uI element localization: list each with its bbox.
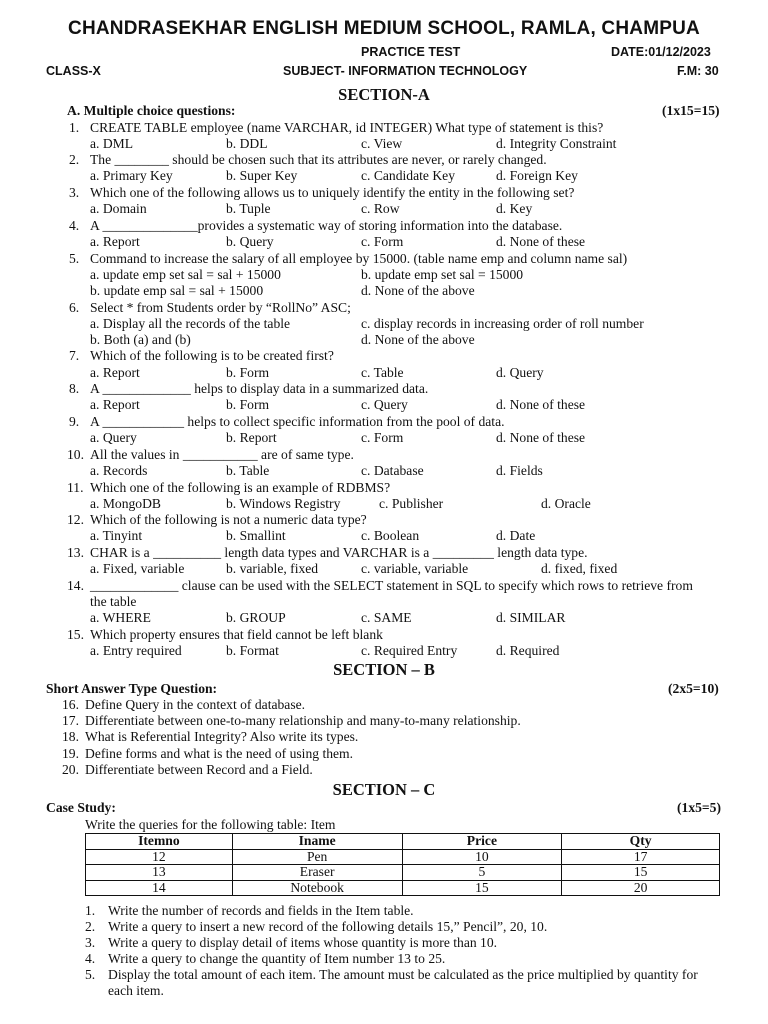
- question-number: 9.: [69, 414, 80, 429]
- question-number: 14.: [67, 578, 84, 593]
- question-number: 17.: [62, 713, 79, 728]
- question-number: 12.: [67, 512, 84, 527]
- table-row: [86, 880, 720, 896]
- option-c: c. Query: [361, 397, 408, 412]
- option-d: d. fixed, fixed: [541, 561, 618, 576]
- option-a: a. Tinyint: [90, 528, 143, 543]
- option-c: c. variable, variable: [361, 561, 469, 576]
- option-b: b. Smallint: [226, 528, 286, 543]
- option-d: d. Required: [496, 643, 560, 658]
- question-number: 1.: [85, 903, 96, 918]
- question-number: 3.: [85, 935, 96, 950]
- question-text: Which one of the following allows us to uniquely identify the entity in the following set?: [90, 185, 575, 200]
- option-d: d. None of these: [496, 430, 586, 445]
- option-b: b. Tuple: [226, 201, 271, 216]
- option-d: d. None of the above: [361, 283, 475, 298]
- question-text-continued: the table: [90, 594, 137, 609]
- option-c: b. Both (a) and (b): [90, 332, 191, 347]
- question-text: Which of the following is not a numeric data type?: [90, 512, 367, 527]
- option-b: b. Form: [226, 365, 270, 380]
- option-c: c. Candidate Key: [361, 168, 455, 183]
- question-number: 15.: [67, 627, 84, 642]
- case-study-intro: Write the queries for the following table: Item: [85, 817, 336, 832]
- question-text: A _____________ helps to display data in a summarized data.: [90, 381, 429, 396]
- exam-date: DATE:01/12/2023: [611, 45, 711, 59]
- section-b-heading: Short Answer Type Question:: [46, 681, 218, 696]
- table-header-itemno: Itemno: [86, 834, 233, 850]
- option-c: c. Required Entry: [361, 643, 458, 658]
- option-b: b. DDL: [226, 136, 268, 151]
- question-number: 2.: [85, 919, 96, 934]
- option-a: a. WHERE: [90, 610, 151, 625]
- option-a: a. Entry required: [90, 643, 182, 658]
- table-cell: 13: [86, 865, 233, 881]
- option-b: b. variable, fixed: [226, 561, 319, 576]
- option-c: c. Table: [361, 365, 404, 380]
- item-table: [85, 833, 720, 896]
- option-b: b. GROUP: [226, 610, 286, 625]
- question-text: What is Referential Integrity? Also write its types.: [85, 729, 359, 744]
- option-c: c. Row: [361, 201, 400, 216]
- question-number: 10.: [67, 447, 84, 462]
- question-text: A ____________ helps to collect specific information from the pool of data.: [90, 414, 505, 429]
- section-c-marks: (1x5=5): [677, 800, 721, 815]
- option-c: c. View: [361, 136, 403, 151]
- question-number: 20.: [62, 762, 79, 777]
- option-b: c. display records in increasing order of roll number: [361, 316, 644, 331]
- question-text: Write the number of records and fields in the Item table.: [108, 903, 414, 918]
- table-header-price: Price: [402, 834, 562, 850]
- option-d: d. Foreign Key: [496, 168, 578, 183]
- option-b: b. Table: [226, 463, 270, 478]
- option-b: b. Super Key: [226, 168, 298, 183]
- option-d: d. Oracle: [541, 496, 591, 511]
- option-b: b. Form: [226, 397, 270, 412]
- table-cell: 20: [562, 880, 720, 896]
- question-number: 19.: [62, 746, 79, 761]
- question-number: 6.: [69, 300, 80, 315]
- question-text: CHAR is a __________ length data types and VARCHAR is a _________ length data type.: [90, 545, 588, 560]
- question-text: Which property ensures that field cannot be left blank: [90, 627, 383, 642]
- option-d: d. None of these: [496, 234, 586, 249]
- option-c: c. Form: [361, 430, 404, 445]
- header-row-2: [0, 44, 768, 60]
- section-a-heading: A. Multiple choice questions:: [67, 103, 236, 118]
- option-d: d. Fields: [496, 463, 543, 478]
- table-cell: 17: [562, 849, 720, 865]
- question-text: Command to increase the salary of all employee by 15000. (table name emp and column name sal): [90, 251, 628, 266]
- question-text: Differentiate between Record and a Field.: [85, 762, 313, 777]
- question-number: 8.: [69, 381, 80, 396]
- option-d: d. Integrity Constraint: [496, 136, 617, 151]
- option-a: a. Report: [90, 365, 140, 380]
- question-number: 18.: [62, 729, 79, 744]
- table-header-iname: Iname: [232, 834, 402, 850]
- option-b: b. Format: [226, 643, 279, 658]
- full-marks: F.M: 30: [677, 64, 719, 78]
- table-cell: Pen: [232, 849, 402, 865]
- section-b-title: SECTION – B: [333, 660, 435, 679]
- option-c: c. Boolean: [361, 528, 420, 543]
- option-a: a. DML: [90, 136, 134, 151]
- question-number: 2.: [69, 152, 80, 167]
- question-number: 4.: [85, 951, 96, 966]
- question-text: Select * from Students order by “RollNo” ASC;: [90, 300, 351, 315]
- question-text: Define forms and what is the need of using them.: [85, 746, 354, 761]
- question-number: 4.: [69, 218, 80, 233]
- option-a: a. Records: [90, 463, 148, 478]
- question-text: Write a query to insert a new record of the following details 15,” Pencil”, 20, 10.: [108, 919, 548, 934]
- question-text-continued: each item.: [108, 983, 164, 998]
- section-a-title: SECTION-A: [338, 85, 430, 104]
- question-text: A ______________provides a systematic way of storing information into the database.: [90, 218, 563, 233]
- table-cell: 14: [86, 880, 233, 896]
- option-b: b. Report: [226, 430, 277, 445]
- header-row-3: [0, 63, 768, 79]
- table-row: [86, 849, 720, 865]
- school-name: CHANDRASEKHAR ENGLISH MEDIUM SCHOOL, RAMLA, CHAMPUA: [68, 18, 700, 39]
- option-a: a. Domain: [90, 201, 147, 216]
- question-number: 5.: [85, 967, 96, 982]
- section-c-heading: Case Study:: [46, 800, 116, 815]
- question-text: All the values in ___________ are of same type.: [90, 447, 354, 462]
- question-number: 16.: [62, 697, 79, 712]
- question-text: Display the total amount of each item. The amount must be calculated as the price multiplied by quantity for: [108, 967, 698, 982]
- question-text: Write a query to change the quantity of Item number 13 to 25.: [108, 951, 446, 966]
- table-header-qty: Qty: [562, 834, 720, 850]
- question-text: Write a query to display detail of items whose quantity is more than 10.: [108, 935, 498, 950]
- option-d: d. SIMILAR: [496, 610, 566, 625]
- option-a: a. Fixed, variable: [90, 561, 185, 576]
- question-number: 11.: [67, 480, 84, 495]
- section-a-marks: (1x15=15): [662, 103, 720, 118]
- question-number: 5.: [69, 251, 80, 266]
- question-text: _____________ clause can be used with the SELECT statement in SQL to specify which rows to retrieve from: [90, 578, 693, 593]
- section-c-title: SECTION – C: [332, 780, 436, 799]
- table-cell: 15: [562, 865, 720, 881]
- option-d: d. Query: [496, 365, 544, 380]
- option-a: a. MongoDB: [90, 496, 161, 511]
- table-cell: 12: [86, 849, 233, 865]
- table-cell: 15: [402, 880, 562, 896]
- question-text: Define Query in the context of database.: [85, 697, 306, 712]
- table-cell: 10: [402, 849, 562, 865]
- option-c: c. SAME: [361, 610, 412, 625]
- subject-label: SUBJECT- INFORMATION TECHNOLOGY: [283, 64, 528, 78]
- question-number: 3.: [69, 185, 80, 200]
- option-a: a. Report: [90, 234, 140, 249]
- section-b-marks: (2x5=10): [668, 681, 719, 696]
- option-c: c. Publisher: [379, 496, 444, 511]
- question-text: The ________ should be chosen such that its attributes are never, or rarely changed.: [90, 152, 547, 167]
- option-b: b. Windows Registry: [226, 496, 341, 511]
- question-text: CREATE TABLE employee (name VARCHAR, id INTEGER) What type of statement is this?: [90, 120, 604, 135]
- option-a: a. Query: [90, 430, 137, 445]
- question-number: 13.: [67, 545, 84, 560]
- question-number: 1.: [69, 120, 80, 135]
- option-c: b. update emp sal = sal + 15000: [90, 283, 264, 298]
- table-cell: Notebook: [232, 880, 402, 896]
- option-d: d. Key: [496, 201, 533, 216]
- option-c: c. Form: [361, 234, 404, 249]
- option-b: b. Query: [226, 234, 274, 249]
- option-a: a. Primary Key: [90, 168, 173, 183]
- item-table-header-row: [86, 834, 720, 850]
- question-text: Which of the following is to be created first?: [90, 348, 334, 363]
- question-text: Differentiate between one-to-many relationship and many-to-many relationship.: [85, 713, 521, 728]
- table-row: [86, 865, 720, 881]
- question-number: 7.: [69, 348, 80, 363]
- option-a: a. update emp set sal = sal + 15000: [90, 267, 281, 282]
- option-b: b. update emp set sal = 15000: [361, 267, 524, 282]
- option-d: d. None of these: [496, 397, 586, 412]
- question-text: Which one of the following is an example of RDBMS?: [90, 480, 391, 495]
- class-label: CLASS-X: [46, 64, 101, 78]
- option-c: c. Database: [361, 463, 424, 478]
- table-cell: 5: [402, 865, 562, 881]
- option-a: a. Display all the records of the table: [90, 316, 291, 331]
- option-d: d. None of the above: [361, 332, 475, 347]
- test-title: PRACTICE TEST: [361, 45, 461, 59]
- table-cell: Eraser: [232, 865, 402, 881]
- option-a: a. Report: [90, 397, 140, 412]
- option-d: d. Date: [496, 528, 536, 543]
